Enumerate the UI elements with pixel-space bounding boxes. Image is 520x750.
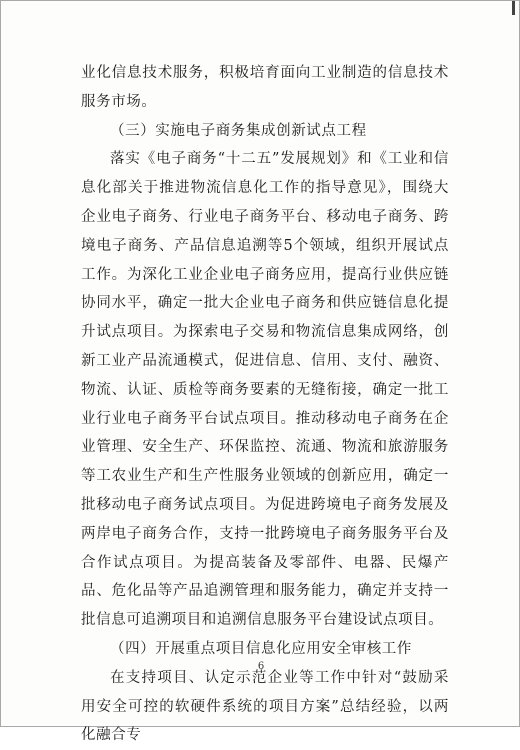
paragraph-continuation: 业化信息技术服务，积极培育面向工业制造的信息技术服务市场。 bbox=[81, 65, 449, 110]
scan-edge-mark bbox=[512, 1, 515, 15]
section-heading-3: （三）实施电子商务集成创新试点工程 bbox=[110, 122, 367, 139]
body-text bbox=[81, 59, 449, 750]
paragraph-section-3: 落实《电子商务“十二五”发展规划》和《工业和信息化部关于推进物流信息化工作的指导意见》，围绕大企业电子商务、行业电子商务平台、移动电子商务、跨境电子商务、产品信息追溯等5个领域，组织开展试点工作。为深化工业企业电子商务应用，提高行业供应链协同水平，确定一批大企业电子商务和供应链信息化提升试点项目。为探索电子交易和物流信息集成网络，创新工业产品流通模式，促进信息、信用、支付、融资、物流、认证、质检等商务要素的无缝衔接，确定一批工业行业电子商务平台试点项目。推动移动电子商务在企业管理、安全生产、环保监控、流通、物流和旅游服务等工农业生产和生产性服务业领域的创新应用，确定一批移动电子商务试点项目。为促进跨境电子商务发展及两岸电子商务合作，支持一批跨境电子商务服务平台及合作试点项目。为提高装备及零部件、电器、民爆产品、危化品等产品追溯管理和服务能力，确定并支持一批信息可追溯项目和追溯信息服务平台建设试点项目。 bbox=[81, 151, 449, 629]
paragraph-section-4: 在支持项目、认定示范企业等工作中针对“鼓励采用安全可控的软硬件系统的项目方案”总结经验，以两化融合专 bbox=[81, 669, 449, 744]
page-number: 6 bbox=[257, 661, 265, 672]
section-heading-4: （四）开展重点项目信息化应用安全审核工作 bbox=[110, 640, 412, 657]
